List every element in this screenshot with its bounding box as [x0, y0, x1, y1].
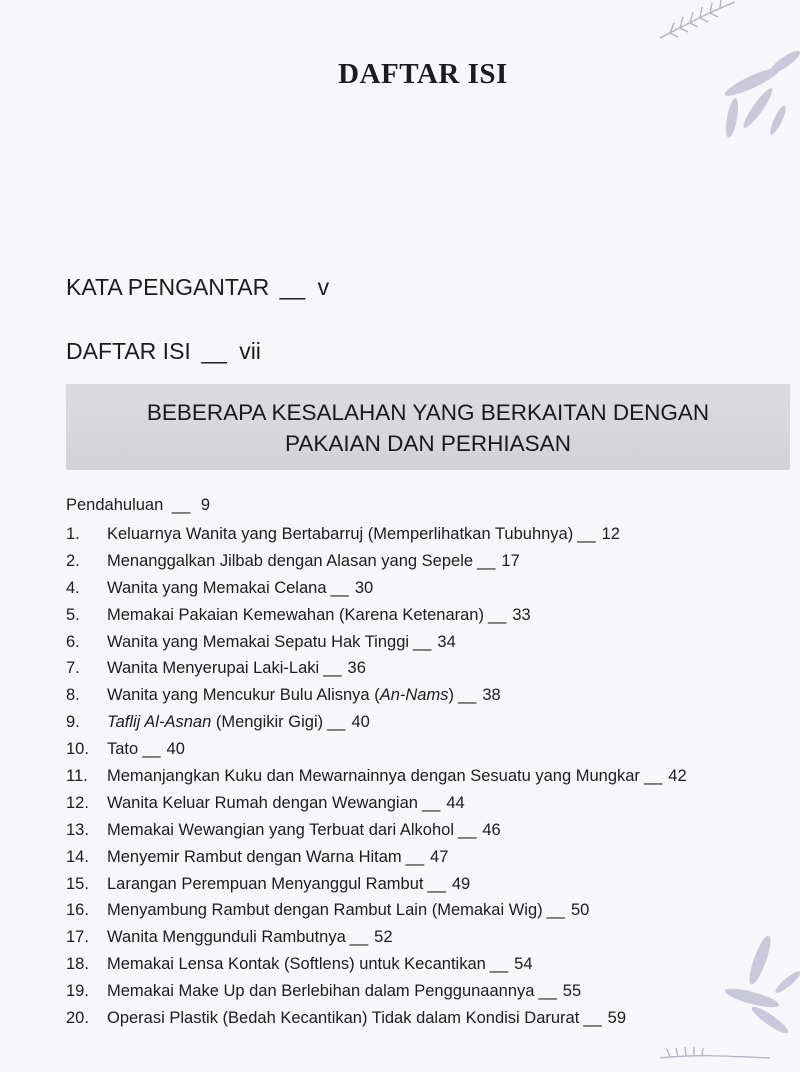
- toc-entry-number: 10.: [66, 740, 89, 759]
- toc-entry-title: [107, 1009, 579, 1028]
- toc-entry[interactable]: [66, 1005, 796, 1032]
- toc-entry-title: [107, 767, 640, 786]
- toc-entry-leader: __: [577, 524, 596, 543]
- toc-entry-page: 9: [200, 496, 210, 514]
- toc-entry-page: vii: [239, 338, 261, 364]
- toc-entry-title-text: Wanita yang Memakai Sepatu Hak Tinggi: [107, 632, 410, 651]
- toc-entry-title: [107, 552, 473, 571]
- toc-entry[interactable]: [66, 844, 796, 871]
- toc-entry-title: [107, 579, 327, 598]
- toc-entry-title: [107, 875, 423, 894]
- toc-entry-title: [107, 982, 534, 1001]
- toc-entry-title-text: Tato: [107, 740, 139, 759]
- toc-entry[interactable]: [66, 978, 796, 1005]
- toc-entry-page: 49: [451, 874, 471, 893]
- toc-entry-title: [107, 740, 138, 759]
- toc-entry-number: 20.: [66, 1008, 89, 1027]
- toc-entry-title-italic: Taflij Al-Asnan: [107, 713, 212, 732]
- toc-entry-title: [107, 633, 409, 652]
- toc-entry-leader: __: [477, 551, 496, 570]
- toc-entry-number: 8.: [66, 686, 80, 705]
- toc-entry-title-suffix: (Mengikir Gigi): [211, 713, 324, 732]
- toc-entry-page: 44: [446, 793, 465, 812]
- toc-entry-leader: __: [427, 874, 446, 893]
- toc-entry[interactable]: [66, 575, 796, 602]
- toc-entry-leader: __: [546, 901, 565, 920]
- toc-entry-leader: __: [457, 686, 477, 705]
- toc-entry-leader: __: [330, 578, 349, 597]
- toc-entry-leader: __: [171, 496, 191, 514]
- toc-entry-number: 16.: [66, 901, 89, 920]
- toc-entry-number: 1.: [66, 524, 80, 543]
- toc-entry-page: 46: [482, 820, 501, 839]
- toc-entry-page: 38: [482, 686, 501, 705]
- toc-entry-leader: __: [201, 338, 227, 364]
- toc-entry-title-text: Wanita Menggunduli Rambutnya: [107, 928, 346, 947]
- toc-entry-title-text: Memanjangkan Kuku dan Mewarnainnya dengan Sesuatu yang Mungkar: [107, 766, 640, 785]
- toc-entry-number: 19.: [66, 982, 89, 1001]
- toc-entry[interactable]: [66, 817, 796, 844]
- toc-entry-label: KATA PENGANTAR: [66, 274, 270, 300]
- toc-entry-title-text: Wanita Keluar Rumah dengan Wewangian: [107, 793, 418, 812]
- toc-entry-leader: __: [538, 982, 557, 1001]
- toc-entry-title: [107, 686, 454, 705]
- toc-entry[interactable]: [66, 790, 796, 817]
- toc-entry-title: [107, 848, 402, 867]
- toc-entry[interactable]: [66, 951, 796, 978]
- toc-entry-leader: __: [458, 820, 477, 839]
- toc-entry-title-text: Memakai Pakaian Kemewahan (Karena Ketenaran): [107, 605, 484, 624]
- toc-entry-page: 55: [562, 982, 582, 1001]
- toc-entry-title-text: Memakai Wewangian yang Terbuat dari Alkohol: [107, 820, 455, 839]
- toc-entry[interactable]: [66, 521, 796, 548]
- toc-entry[interactable]: [66, 736, 796, 763]
- toc-entry-kata-pengantar[interactable]: [66, 274, 329, 301]
- toc-entry-leader: __: [643, 766, 663, 785]
- toc-entry-number: 2.: [66, 551, 80, 570]
- toc-entry-title: [107, 659, 319, 678]
- toc-entry-page: 52: [374, 928, 393, 947]
- toc-entry-title: [107, 901, 543, 920]
- toc-entry-leader: __: [327, 713, 346, 732]
- toc-entry-title: [107, 794, 418, 813]
- toc-entry[interactable]: [66, 655, 796, 682]
- toc-entry-leader: __: [323, 659, 342, 678]
- toc-entry-number: 11.: [66, 766, 88, 785]
- toc-entry-title-text: Memakai Lensa Kontak (Softlens) untuk Kecantikan: [107, 955, 486, 974]
- toc-entry-number: 4.: [66, 578, 80, 597]
- toc-entry-title: [107, 713, 323, 732]
- toc-entry-number: 17.: [66, 928, 89, 947]
- toc-entry-number: 7.: [66, 659, 80, 678]
- toc-entry[interactable]: [66, 682, 796, 709]
- toc-entry-title: [107, 955, 486, 974]
- toc-entry-page: 47: [430, 847, 449, 866]
- toc-entry-title-text: Larangan Perempuan Menyanggul Rambut: [107, 874, 424, 893]
- toc-entry-title-text: Wanita Menyerupai Laki-Laki: [107, 659, 320, 678]
- toc-entry[interactable]: [66, 548, 796, 575]
- toc-entry-title: [107, 928, 346, 947]
- toc-entry-leader: __: [487, 605, 507, 624]
- toc-entry[interactable]: [66, 924, 796, 951]
- toc-entry[interactable]: [66, 602, 796, 629]
- toc-entry-number: 6.: [66, 632, 80, 651]
- toc-entry-leader: __: [279, 274, 306, 300]
- toc-entry-page: v: [317, 274, 330, 300]
- toc-entry-page: 30: [354, 578, 374, 597]
- toc-entry-title-text: Memakai Make Up dan Berlebihan dalam Penggunaannya: [107, 982, 535, 1001]
- toc-entry-number: 12.: [66, 793, 89, 812]
- toc-entry-page: 17: [501, 551, 520, 570]
- toc-entry[interactable]: [66, 871, 796, 898]
- toc-entry-number: 15.: [66, 874, 89, 893]
- toc-entry-page: 42: [668, 766, 687, 785]
- toc-entry-number: 5.: [66, 605, 80, 624]
- toc-entry-page: 50: [570, 901, 590, 920]
- toc-entry-page: 59: [607, 1008, 627, 1027]
- toc-entry-title-text: Menanggalkan Jilbab dengan Alasan yang Sepele: [107, 551, 474, 570]
- section-heading-banner: [66, 384, 790, 470]
- toc-entry-leader: __: [583, 1008, 602, 1027]
- toc-entry-label: DAFTAR ISI: [66, 338, 191, 364]
- toc-entry-daftar-isi[interactable]: [66, 338, 261, 365]
- section-heading-line-1: BEBERAPA KESALAHAN YANG BERKAITAN DENGAN: [146, 400, 710, 425]
- toc-entry-title: [107, 821, 454, 840]
- toc-entry-title-text: Menyemir Rambut dengan Warna Hitam: [107, 847, 402, 866]
- toc-entry-number: 14.: [66, 847, 89, 866]
- toc-list: [66, 521, 796, 1032]
- toc-entry-number: 13.: [66, 820, 89, 839]
- toc-entry[interactable]: [66, 763, 796, 790]
- toc-entry-page: 12: [601, 524, 620, 543]
- toc-entry-title-text: Operasi Plastik (Bedah Kecantikan) Tidak dalam Kondisi Darurat: [107, 1008, 580, 1027]
- toc-entry-title-italic: An-Nams: [379, 686, 449, 705]
- toc-entry-title: [107, 525, 573, 544]
- toc-entry-label: Pendahuluan: [66, 496, 164, 514]
- toc-entry-page: 34: [437, 632, 456, 651]
- toc-entry-leader: __: [405, 847, 425, 866]
- toc-entry-number: 18.: [66, 955, 89, 974]
- toc-entry-pendahuluan[interactable]: [66, 496, 210, 515]
- toc-entry-page: 40: [351, 713, 370, 732]
- section-heading-line-2: PAKAIAN DAN PERHIASAN: [285, 431, 571, 456]
- toc-entry-page: 36: [347, 659, 366, 678]
- toc-entry-leader: __: [421, 793, 441, 812]
- toc-entry-page: 33: [512, 605, 531, 624]
- toc-entry[interactable]: [66, 629, 796, 656]
- page-title: DAFTAR ISI: [338, 58, 508, 90]
- toc-entry-leader: __: [142, 740, 161, 759]
- toc-entry-number: 9.: [66, 713, 80, 732]
- toc-entry-page: 40: [166, 740, 185, 759]
- toc-entry-title-text: Keluarnya Wanita yang Bertabarruj (Memperlihatkan Tubuhnya): [107, 524, 574, 543]
- toc-entry-title-text: Menyambung Rambut dengan Rambut Lain (Memakai Wig): [107, 901, 543, 920]
- toc-entry[interactable]: [66, 709, 796, 736]
- toc-entry-title-text: Wanita yang Memakai Celana: [107, 578, 327, 597]
- toc-entry-title-suffix: ): [448, 686, 454, 705]
- toc-entry-title: [107, 606, 484, 625]
- toc-entry[interactable]: [66, 897, 796, 924]
- toc-entry-leader: __: [349, 928, 369, 947]
- toc-entry-title-text: Wanita yang Mencukur Bulu Alisnya (: [107, 686, 380, 705]
- toc-entry-leader: __: [413, 632, 432, 651]
- toc-entry-page: 54: [514, 955, 533, 974]
- toc-entry-leader: __: [489, 955, 509, 974]
